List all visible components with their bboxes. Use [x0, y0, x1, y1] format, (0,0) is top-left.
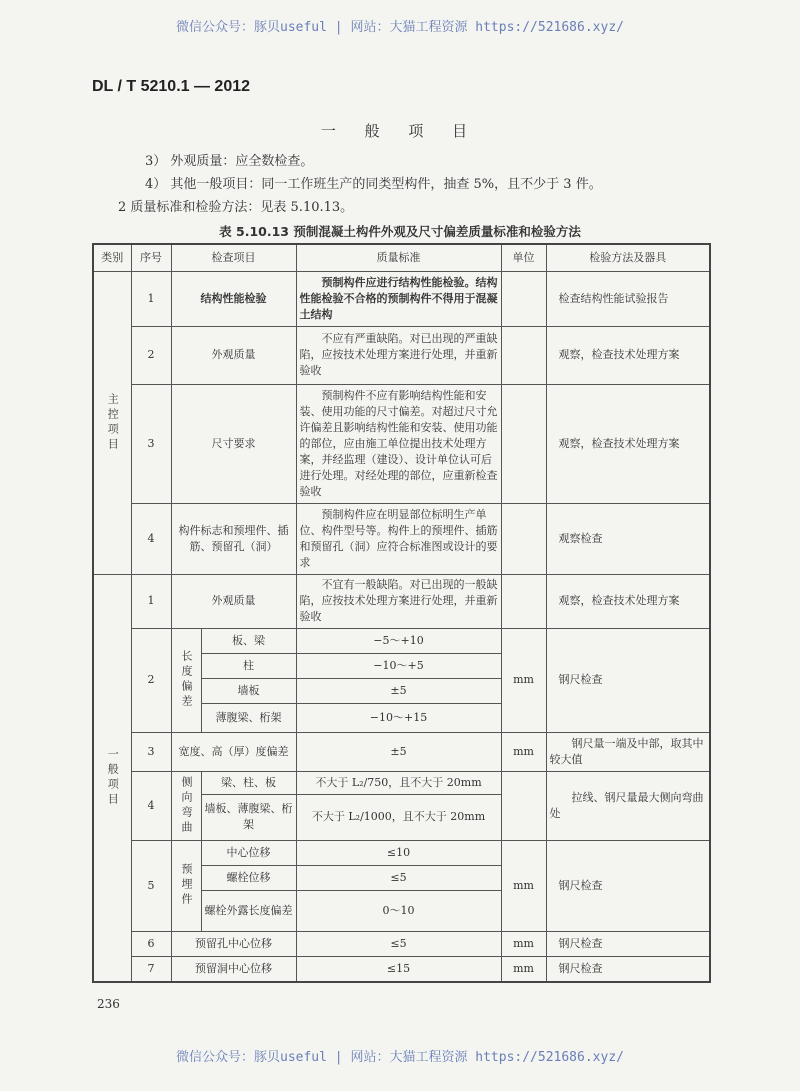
method-cell: 观察检查 — [546, 503, 710, 574]
item-cell: 外观质量 — [171, 574, 296, 628]
standard-cell: 预制构件应在明显部位标明生产单位、构件型号等。构件上的预埋件、插筋和预留孔（洞）应符合标准图或设计的要求 — [296, 503, 501, 574]
table-row — [93, 771, 710, 794]
row-number: 4 — [131, 771, 171, 840]
unit-cell — [501, 271, 546, 326]
standard-cell: −10～+15 — [296, 703, 501, 732]
table-row — [93, 574, 710, 628]
standard-cell: 预制构件不应有影响结构性能和安装、使用功能的尺寸偏差。对超过尺寸允许偏差且影响结构性能和安装、使用功能的部位，应由施工单位提出技术处理方案，并经监理（建设）、设计单位认可后进行处理。对经处理的部位，应重新检查验收 — [296, 384, 501, 503]
sub-item-cell: 板、梁 — [201, 628, 296, 653]
table-row — [93, 503, 710, 574]
table-row — [93, 628, 710, 653]
sub-item-cell: 中心位移 — [201, 840, 296, 865]
standard-cell: ±5 — [296, 678, 501, 703]
sub-item-cell: 螺栓位移 — [201, 865, 296, 890]
row-number: 6 — [131, 931, 171, 956]
method-cell: 钢尺检查 — [546, 931, 710, 956]
standard-cell: −5～+10 — [296, 628, 501, 653]
row-number: 1 — [131, 574, 171, 628]
header-cell: 检验方法及器具 — [546, 244, 710, 271]
paragraph: 2 质量标准和检验方法：见表 5.10.13。 — [118, 200, 354, 215]
row-number: 4 — [131, 503, 171, 574]
row-number: 1 — [131, 271, 171, 326]
standard-cell: 0～10 — [296, 890, 501, 931]
sub-item-cell: 柱 — [201, 653, 296, 678]
standard-number: DL / T 5210.1 — 2012 — [92, 78, 251, 95]
unit-cell — [501, 503, 546, 574]
category-cell: 主控项目 — [93, 271, 131, 574]
row-number: 3 — [131, 384, 171, 503]
category-cell: 一般项目 — [93, 574, 131, 982]
item-cell: 结构性能检验 — [171, 271, 296, 326]
table-header — [93, 244, 710, 271]
group-cell: 侧向弯曲 — [171, 771, 201, 840]
table-row — [93, 931, 710, 956]
sub-item-cell: 螺栓外露长度偏差 — [201, 890, 296, 931]
method-cell: 拉线、钢尺量最大侧向弯曲处 — [546, 771, 710, 840]
watermark-top: 微信公众号：豚贝useful | 网站：大猫工程资源 https://521686.xyz/ — [176, 20, 624, 35]
method-cell: 观察，检查技术处理方案 — [546, 384, 710, 503]
method-cell: 钢尺检查 — [546, 956, 710, 982]
page-number: 236 — [97, 997, 120, 1011]
table-row — [93, 384, 710, 503]
unit-cell: mm — [501, 840, 546, 931]
row-number: 3 — [131, 732, 171, 771]
sub-item-cell: 墙板、薄腹梁、桁架 — [201, 794, 296, 840]
standard-cell: ≤15 — [296, 956, 501, 982]
standard-cell: −10～+5 — [296, 653, 501, 678]
sub-item-cell: 墙板 — [201, 678, 296, 703]
group-cell: 长度偏差 — [171, 628, 201, 732]
table-row — [93, 840, 710, 865]
header-cell: 单位 — [501, 244, 546, 271]
watermark-bottom: 微信公众号：豚贝useful | 网站：大猫工程资源 https://521686.xyz/ — [176, 1050, 624, 1065]
standard-cell: ≤5 — [296, 931, 501, 956]
table-row — [93, 732, 710, 771]
header-cell: 类别 — [93, 244, 131, 271]
standard-cell: ±5 — [296, 732, 501, 771]
header-cell: 检查项目 — [171, 244, 296, 271]
method-cell: 钢尺检查 — [546, 628, 710, 732]
row-number: 2 — [131, 628, 171, 732]
standard-cell: 不应有严重缺陷。对已出现的严重缺陷，应按技术处理方案进行处理，并重新验收 — [296, 326, 501, 384]
standard-cell: ≤5 — [296, 865, 501, 890]
item-cell: 宽度、高（厚）度偏差 — [171, 732, 296, 771]
unit-cell: mm — [501, 956, 546, 982]
paragraph: 4） 其他一般项目：同一工作班生产的同类型构件，抽查 5%，且不少于 3 件。 — [145, 177, 602, 192]
table-row — [93, 956, 710, 982]
table-row — [93, 326, 710, 384]
unit-cell: mm — [501, 628, 546, 732]
standard-cell: 预制构件应进行结构性能检验。结构性能检验不合格的预制构件不得用于混凝土结构 — [296, 271, 501, 326]
item-cell: 尺寸要求 — [171, 384, 296, 503]
standard-cell: 不大于 L₂/750，且不大于 20mm — [296, 771, 501, 794]
header-cell: 质量标准 — [296, 244, 501, 271]
unit-cell: mm — [501, 732, 546, 771]
unit-cell: mm — [501, 931, 546, 956]
item-cell: 预留孔中心位移 — [171, 931, 296, 956]
row-number: 2 — [131, 326, 171, 384]
unit-cell — [501, 771, 546, 840]
method-cell: 钢尺检查 — [546, 840, 710, 931]
method-cell: 观察，检查技术处理方案 — [546, 574, 710, 628]
section-title: 一 般 项 目 — [320, 122, 480, 140]
group-cell: 预埋件 — [171, 840, 201, 931]
header-cell: 序号 — [131, 244, 171, 271]
quality-table — [92, 243, 711, 983]
item-cell: 预留洞中心位移 — [171, 956, 296, 982]
method-cell: 钢尺量一端及中部，取其中较大值 — [546, 732, 710, 771]
unit-cell — [501, 326, 546, 384]
item-cell: 外观质量 — [171, 326, 296, 384]
sub-item-cell: 薄腹梁、桁架 — [201, 703, 296, 732]
table-caption: 表 5.10.13 预制混凝土构件外观及尺寸偏差质量标准和检验方法 — [219, 224, 581, 239]
standard-cell: 不宜有一般缺陷。对已出现的一般缺陷，应按技术处理方案进行处理，并重新验收 — [296, 574, 501, 628]
unit-cell — [501, 574, 546, 628]
standard-cell: ≤10 — [296, 840, 501, 865]
standard-cell: 不大于 L₂/1000，且不大于 20mm — [296, 794, 501, 840]
method-cell: 检查结构性能试验报告 — [546, 271, 710, 326]
row-number: 7 — [131, 956, 171, 982]
item-cell: 构件标志和预埋件、插筋、预留孔（洞） — [171, 503, 296, 574]
method-cell: 观察，检查技术处理方案 — [546, 326, 710, 384]
table-row — [93, 271, 710, 326]
row-number: 5 — [131, 840, 171, 931]
unit-cell — [501, 384, 546, 503]
sub-item-cell: 梁、柱、板 — [201, 771, 296, 794]
paragraph: 3） 外观质量：应全数检查。 — [145, 154, 314, 169]
